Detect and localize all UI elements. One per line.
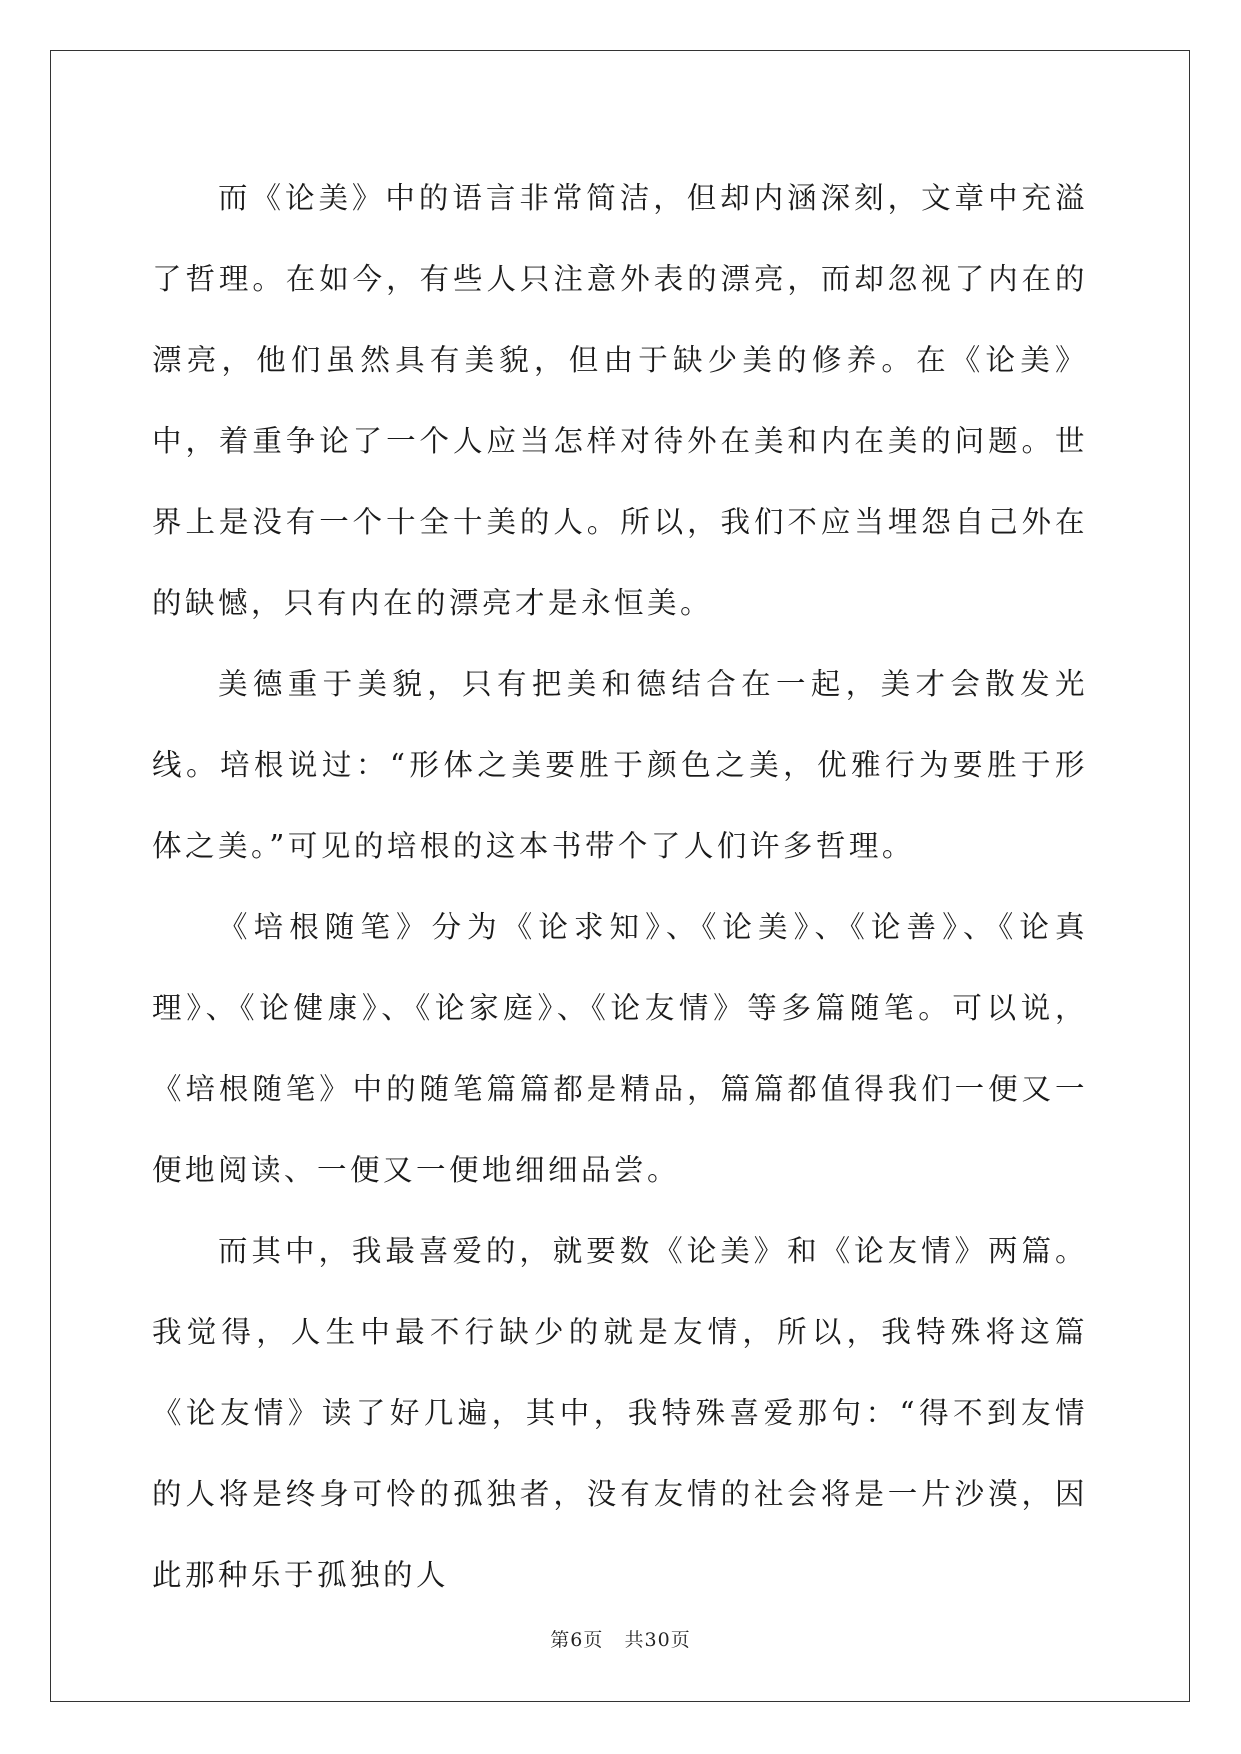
- page-footer: [0, 1625, 1241, 1652]
- page-total: 共30页: [624, 1629, 691, 1651]
- paragraph-2: 美德重于美貌，只有把美和德结合在一起，美才会散发光线。培根说过：“形体之美要胜于颜色之美，优雅行为要胜于形体之美。”可见的培根的这本书带个了人们许多哲理。: [152, 667, 1088, 863]
- paragraph-4: 而其中，我最喜爱的，就要数《论美》和《论友情》两篇。我觉得，人生中最不行缺少的就是友情，所以，我特殊将这篇《论友情》读了好几遍，其中，我特殊喜爱那句：“得不到友情的人将是终身可怜的孤独者，没有友情的社会将是一片沙漠，因此那种乐于孤独的人: [152, 1234, 1088, 1592]
- paragraph-3: 《培根随笔》分为《论求知》、《论美》、《论善》、《论真理》、《论健康》、《论家庭》、《论友情》等多篇随笔。可以说，《培根随笔》中的随笔篇篇都是精品，篇篇都值得我们一便又一便地阅读、一便又一便地细细品尝。: [152, 910, 1088, 1187]
- paragraph-1: 而《论美》中的语言非常简洁，但却内涵深刻，文章中充溢了哲理。在如今，有些人只注意外表的漂亮，而却忽视了内在的漂亮，他们虽然具有美貌，但由于缺少美的修养。在《论美》中，着重争论了一个人应当怎样对待外在美和内在美的问题。世界上是没有一个十全十美的人。所以，我们不应当埋怨自己外在的缺憾，只有内在的漂亮才是永恒美。: [152, 181, 1088, 620]
- document-body: [152, 158, 1088, 1616]
- page-number: 第6页: [550, 1629, 604, 1651]
